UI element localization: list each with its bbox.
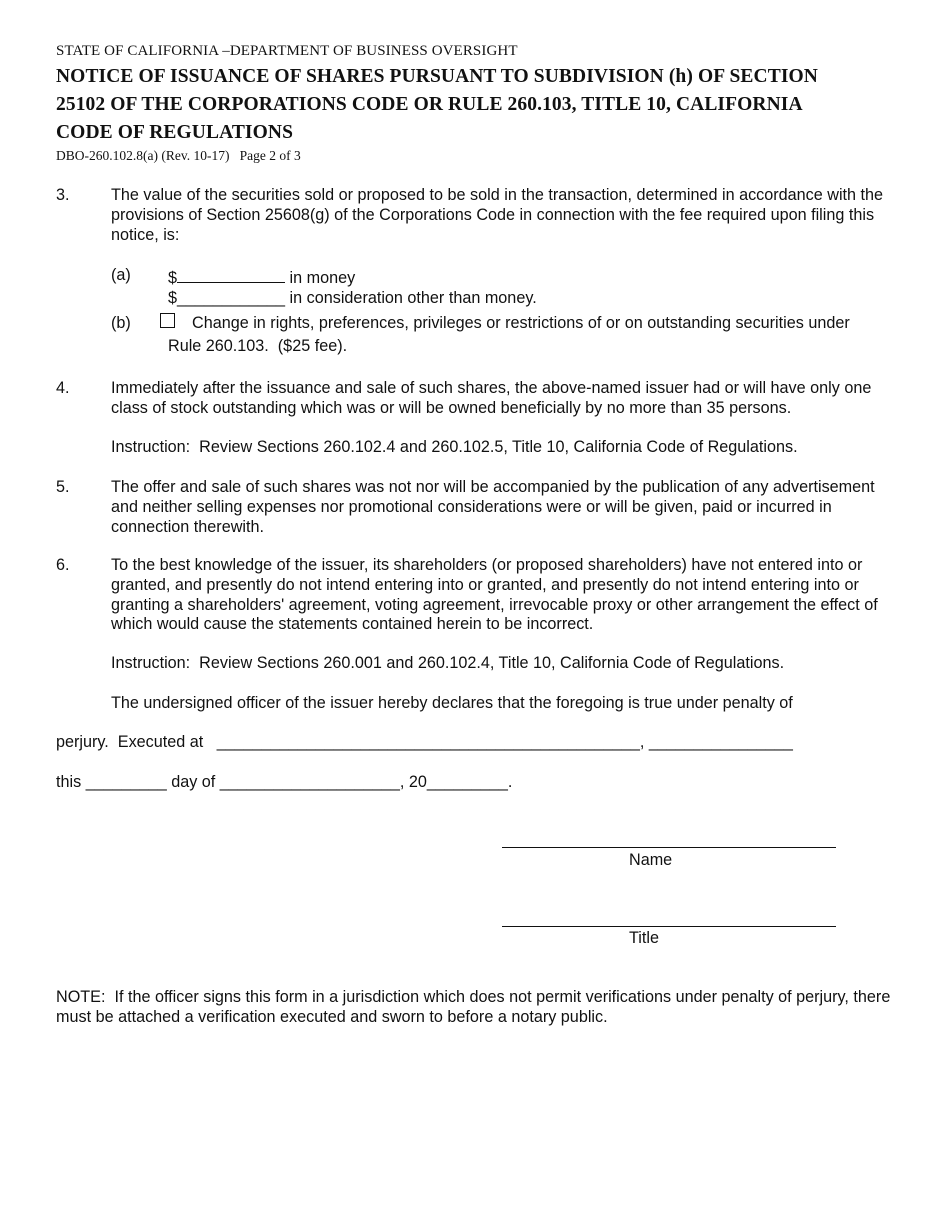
- other-consideration-label: in consideration other than money.: [289, 289, 537, 307]
- money-label: in money: [289, 269, 356, 287]
- executed-at-line[interactable]: perjury. Executed at _______________________________________________, ________________: [56, 733, 793, 751]
- item-3b-text-line2: Rule 260.103. ($25 fee).: [168, 337, 348, 355]
- form-title: NOTICE OF ISSUANCE OF SHARES PURSUANT TO SUBDIVISION (h) OF SECTION 25102 OF THE CORPORATIONS CODE OR RULE 260.103, TITLE 10, CALIFORNIA CODE OF REGULATIONS: [56, 66, 818, 143]
- other-consideration-line: [168, 289, 537, 309]
- item-6-instruction: Instruction: Review Sections 260.001 and 260.102.4, Title 10, California Code of Regulations.: [111, 654, 785, 672]
- declaration-intro: The undersigned officer of the issuer hereby declares that the foregoing is true under penalty of: [111, 694, 793, 712]
- title-signature-line[interactable]: [502, 926, 836, 927]
- name-label: Name: [629, 851, 673, 869]
- money-amount-field[interactable]: [177, 266, 285, 283]
- item-4-number: 4.: [56, 379, 70, 397]
- item-3-text: The value of the securities sold or proposed to be sold in the transaction, determined in accordance with the provisions of Section 25608(g) of the Corporations Code in connection with the fee required upon filing this notice, is:: [111, 186, 884, 244]
- item-3-number: 3.: [56, 186, 70, 204]
- item-3b-text-line1: Change in rights, preferences, privileges or restrictions of or on outstanding securities under: [192, 314, 850, 332]
- item-5-text: The offer and sale of such shares was not nor will be accompanied by the publication of any advertisement and neither selling expenses nor promotional considerations were or will be given, paid or incurred in connection therewith.: [111, 478, 875, 536]
- change-in-rights-checkbox[interactable]: [160, 313, 175, 328]
- item-6-number: 6.: [56, 556, 70, 574]
- item-3a-label: (a): [111, 266, 131, 284]
- title-label: Title: [629, 929, 659, 947]
- other-consideration-field[interactable]: $____________: [168, 289, 286, 307]
- agency-header: STATE OF CALIFORNIA –DEPARTMENT OF BUSINESS OVERSIGHT: [56, 43, 518, 59]
- item-5-number: 5.: [56, 478, 70, 496]
- item-4-instruction: Instruction: Review Sections 260.102.4 and 260.102.5, Title 10, California Code of Regulations.: [111, 438, 798, 456]
- item-6-text: To the best knowledge of the issuer, its shareholders (or proposed shareholders) have not entered into or granted, and presently do not intend entering into or granted, and presently do not intend entering into or granting a shareholders' agreement, voting agreement, irrevocable proxy or other arrangement the effect of which would cause the statements contained herein to be incorrect.: [111, 556, 878, 634]
- item-3b-label: (b): [111, 314, 131, 332]
- dollar-sign: $: [168, 269, 178, 287]
- perjury-note: NOTE: If the officer signs this form in a jurisdiction which does not permit verifications under penalty of perjury, there must be attached a verification executed and sworn to before a notary public.: [56, 988, 891, 1026]
- form-number: DBO-260.102.8(a) (Rev. 10-17) Page 2 of 3: [56, 148, 301, 163]
- execution-date-line[interactable]: this _________ day of ____________________, 20_________.: [56, 773, 513, 791]
- item-4-text: Immediately after the issuance and sale of such shares, the above-named issuer had or will have only one class of stock outstanding which was or will be owned beneficially by no more than 35 persons.: [111, 379, 872, 417]
- name-signature-line[interactable]: [502, 847, 836, 848]
- money-line: [168, 266, 355, 289]
